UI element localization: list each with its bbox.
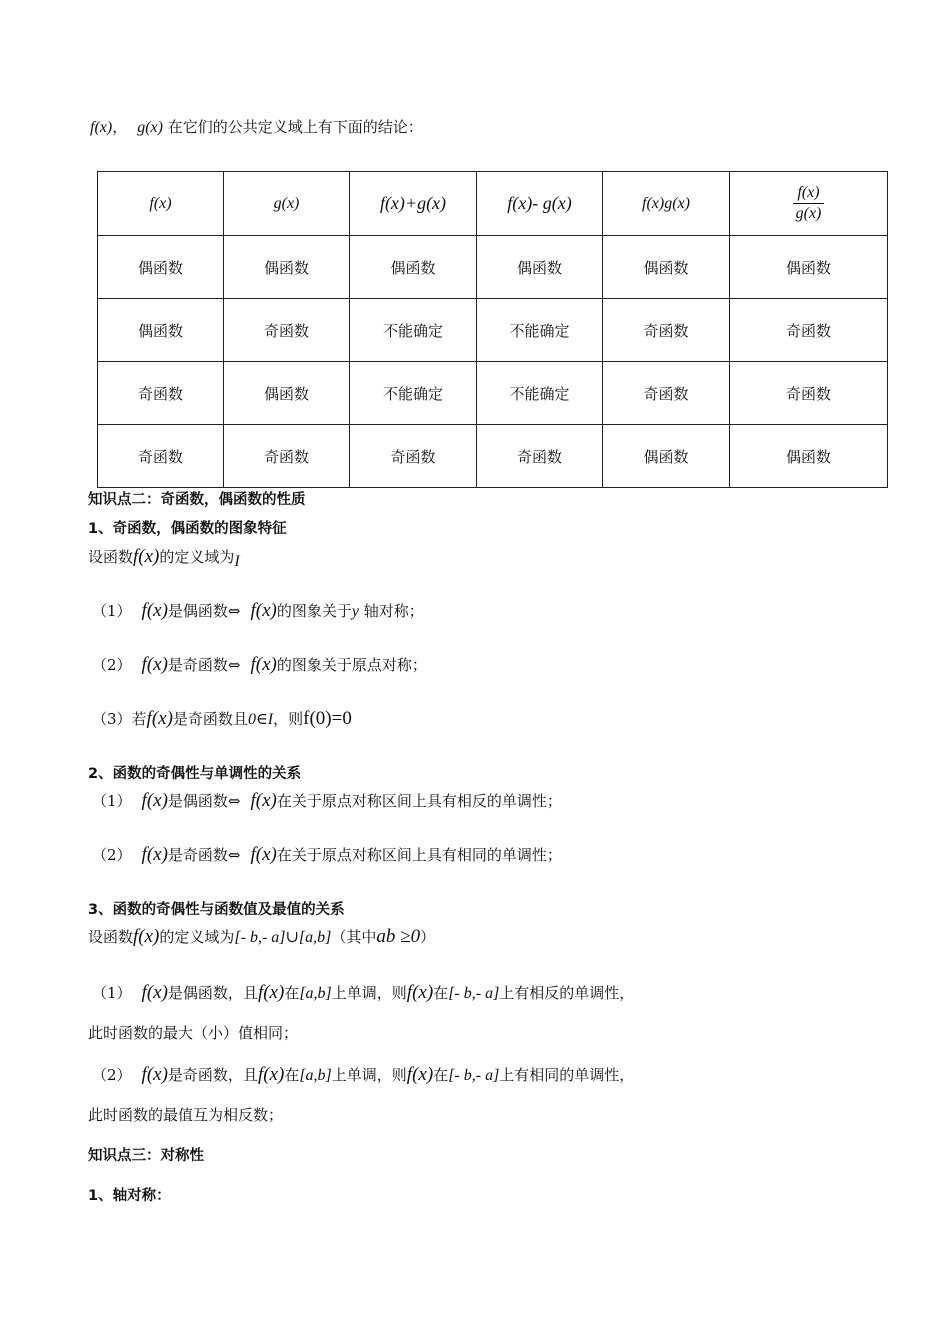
sub1-item-1: （1） f(x)是偶函数⇔ f(x)的图象关于y 轴对称； xyxy=(92,600,424,621)
table-cell: 奇函数 xyxy=(98,425,224,488)
fraction-denominator: g(x) xyxy=(795,205,822,222)
table-row xyxy=(98,425,888,488)
table-cell: 偶函数 xyxy=(730,425,888,488)
parity-table xyxy=(97,171,888,488)
table-cell: 奇函数 xyxy=(603,362,730,425)
sub3-item-1-cont: 此时函数的最大（小）值相同； xyxy=(88,1024,299,1042)
table-cell: 不能确定 xyxy=(477,362,603,425)
header-cell: f(x)g(x) xyxy=(603,172,730,236)
sub3-item-1: （1） f(x)是偶函数，且f(x)在[a,b]上单调，则f(x)在[- b,- a]上有相反的单调性， xyxy=(92,982,635,1003)
header-cell-fraction xyxy=(730,172,888,236)
table-cell: 奇函数 xyxy=(730,299,888,362)
table-cell: 奇函数 xyxy=(730,362,888,425)
intro-text: 在它们的公共定义域上有下面的结论： xyxy=(167,118,423,136)
table-row xyxy=(98,299,888,362)
table-cell: 奇函数 xyxy=(224,425,350,488)
sub1-title: 1、奇函数，偶函数的图象特征 xyxy=(88,521,287,537)
header-cell: g(x) xyxy=(224,172,350,236)
table-cell: 奇函数 xyxy=(98,362,224,425)
table-cell: 偶函数 xyxy=(350,236,477,299)
sub1-item-3: （3）若f(x)是奇函数且0∈I，则f(0)=0 xyxy=(92,708,352,729)
table-cell: 奇函数 xyxy=(224,299,350,362)
table-row xyxy=(98,236,888,299)
intro-f: f(x) xyxy=(90,119,113,136)
section2-title: 知识点二：奇函数，偶函数的性质 xyxy=(88,492,306,508)
table-cell: 偶函数 xyxy=(603,236,730,299)
table-cell: 不能确定 xyxy=(477,299,603,362)
fraction-numerator: f(x) xyxy=(793,184,823,204)
table-row xyxy=(98,362,888,425)
sub1-intro: 设函数f(x)的定义域为I xyxy=(88,546,240,570)
table-cell: 偶函数 xyxy=(603,425,730,488)
table-cell: 偶函数 xyxy=(730,236,888,299)
table-cell: 奇函数 xyxy=(477,425,603,488)
header-cell: f(x)+g(x) xyxy=(350,172,477,236)
sub2-item-2: （2） f(x)是奇函数⇔ f(x)在关于原点对称区间上具有相同的单调性； xyxy=(92,844,562,865)
table-cell: 奇函数 xyxy=(350,425,477,488)
domain-I: I xyxy=(234,553,240,570)
table-cell: 不能确定 xyxy=(350,299,477,362)
sub3-intro: 设函数f(x)的定义域为[- b,- a]∪[a,b]（其中ab ≥0） xyxy=(88,926,436,947)
intro-sep: ， xyxy=(112,118,128,136)
sub3-item-2: （2） f(x)是奇函数，且f(x)在[a,b]上单调，则f(x)在[- b,- a]上有相同的单调性， xyxy=(92,1064,635,1085)
sub3-item-2-cont: 此时函数的最值互为相反数； xyxy=(88,1106,284,1124)
section3-title: 知识点三：对称性 xyxy=(88,1148,204,1164)
sub2-title: 2、函数的奇偶性与单调性的关系 xyxy=(88,766,302,782)
table-cell: 不能确定 xyxy=(350,362,477,425)
table-header-row xyxy=(98,172,888,236)
intro-g: g(x) xyxy=(137,119,163,136)
sub2-item-1: （1） f(x)是偶函数⇔ f(x)在关于原点对称区间上具有相反的单调性； xyxy=(92,790,562,811)
table-cell: 偶函数 xyxy=(477,236,603,299)
intro-line xyxy=(90,116,423,137)
table-cell: 偶函数 xyxy=(98,236,224,299)
table-cell: 奇函数 xyxy=(603,299,730,362)
header-cell: f(x) xyxy=(98,172,224,236)
sub1-item-2: （2） f(x)是奇函数⇔ f(x)的图象关于原点对称； xyxy=(92,654,427,675)
header-cell: f(x)- g(x) xyxy=(477,172,603,236)
table-cell: 偶函数 xyxy=(224,362,350,425)
table-cell: 偶函数 xyxy=(224,236,350,299)
table-cell: 偶函数 xyxy=(98,299,224,362)
section3-sub1: 1、轴对称： xyxy=(88,1188,171,1204)
fx-math: f(x) xyxy=(133,546,160,567)
sub3-title: 3、函数的奇偶性与函数值及最值的关系 xyxy=(88,902,345,918)
